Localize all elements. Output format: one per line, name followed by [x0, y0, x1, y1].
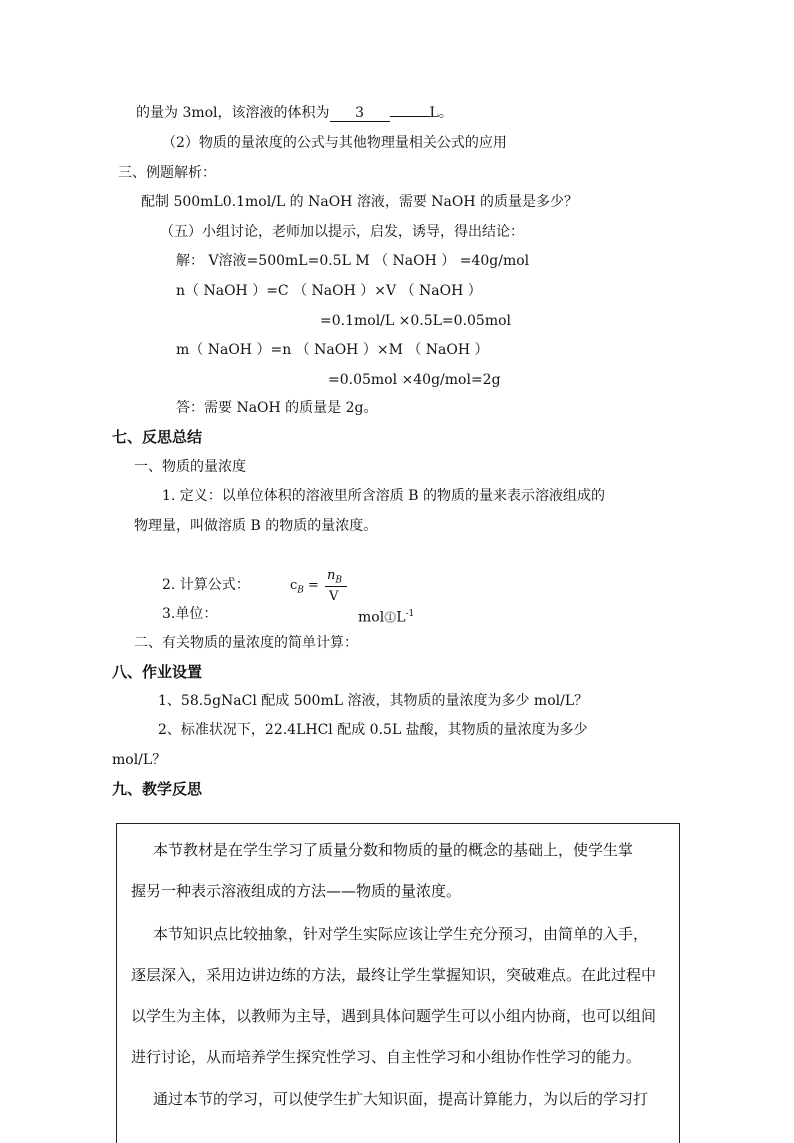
solution-line-1: 解： V溶液=500mL=0.5L M （ NaOH ） =40g/mol	[176, 253, 530, 269]
example-question: 配制 500mL0.1mol/L 的 NaOH 溶液，需要 NaOH 的质量是多少？	[141, 194, 579, 210]
answer-line: 答：需要 NaOH 的质量是 2g。	[176, 400, 378, 416]
unit-label: 3.单位：	[162, 606, 218, 622]
volume-line	[136, 104, 453, 122]
formula-numerator: $n_B$	[327, 568, 342, 586]
section-9-heading: 九、教学反思	[112, 780, 203, 798]
formula-denominator: V	[329, 589, 339, 604]
solution-line-3: =0.1mol/L ×0.5L=0.05mol	[320, 313, 512, 329]
volume-line-unit: L。	[429, 105, 453, 121]
formula-label: 2. 计算公式：	[162, 577, 250, 593]
blank-underline	[390, 116, 430, 117]
homework-2-cont: mol/L？	[112, 752, 167, 768]
group-discussion: （五）小组讨论，老师加以提示，启发，诱导，得出结论：	[160, 224, 524, 240]
reflection-line-1: 本节教材是在学生学习了质量分数和物质的量的概念的基础上，使学生掌	[153, 841, 634, 859]
unit-value: $mol⓵L^{-1}$	[358, 609, 415, 626]
volume-line-text: 的量为 3mol，该溶液的体积为	[136, 105, 330, 121]
example-heading: 三、例题解析：	[118, 165, 216, 181]
solution-line-4: m（ NaOH ）=n （ NaOH ）×M （ NaOH ）	[176, 342, 489, 358]
section-8-heading: 八、作业设置	[112, 663, 203, 681]
solution-line-5: =0.05mol ×40g/mol=2g	[328, 372, 501, 388]
fraction-bar	[325, 586, 347, 587]
concept-heading: 一、物质的量浓度	[134, 459, 246, 475]
definition-line-1: 1. 定义：以单位体积的溶液里所含溶质 B 的物质的量来表示溶液组成的	[162, 488, 605, 504]
reflection-line-5: 以学生为主体，以教师为主导，遇到具体问题学生可以小组内协商，也可以组间	[131, 1007, 657, 1025]
homework-1: 1、58.5gNaCl 配成 500mL 溶液，其物质的量浓度为多少 mol/L？	[158, 693, 589, 709]
solution-line-2: n（ NaOH ）=C （ NaOH ）×V （ NaOH ）	[176, 283, 482, 299]
reflection-line-2: 握另一种表示溶液组成的方法——物质的量浓度。	[131, 882, 462, 900]
reflection-line-6: 进行讨论，从而培养学生探究性学习、自主性学习和小组协作性学习的能力。	[131, 1048, 642, 1066]
calc-heading: 二、有关物质的量浓度的简单计算：	[134, 635, 358, 651]
volume-answer-blank: 3	[330, 106, 390, 122]
formula-lhs: $c_B$ =	[290, 578, 319, 596]
homework-2: 2、标准状况下，22.4LHCl 配成 0.5L 盐酸，其物质的量浓度为多少	[158, 722, 588, 738]
subsection-2: （2）物质的量浓度的公式与其他物理量相关公式的应用	[162, 135, 507, 151]
reflection-line-7: 通过本节的学习，可以使学生扩大知识面，提高计算能力，为以后的学习打	[153, 1090, 649, 1108]
definition-line-2: 物理量，叫做溶质 B 的物质的量浓度。	[134, 518, 378, 534]
section-7-heading: 七、反思总结	[112, 428, 203, 446]
reflection-line-3: 本节知识点比较抽象，针对学生实际应该让学生充分预习，由简单的入手，	[153, 925, 649, 943]
reflection-line-4: 逐层深入，采用边讲边练的方法，最终让学生掌握知识，突破难点。在此过程中	[131, 966, 657, 984]
reflection-box	[116, 823, 680, 1143]
